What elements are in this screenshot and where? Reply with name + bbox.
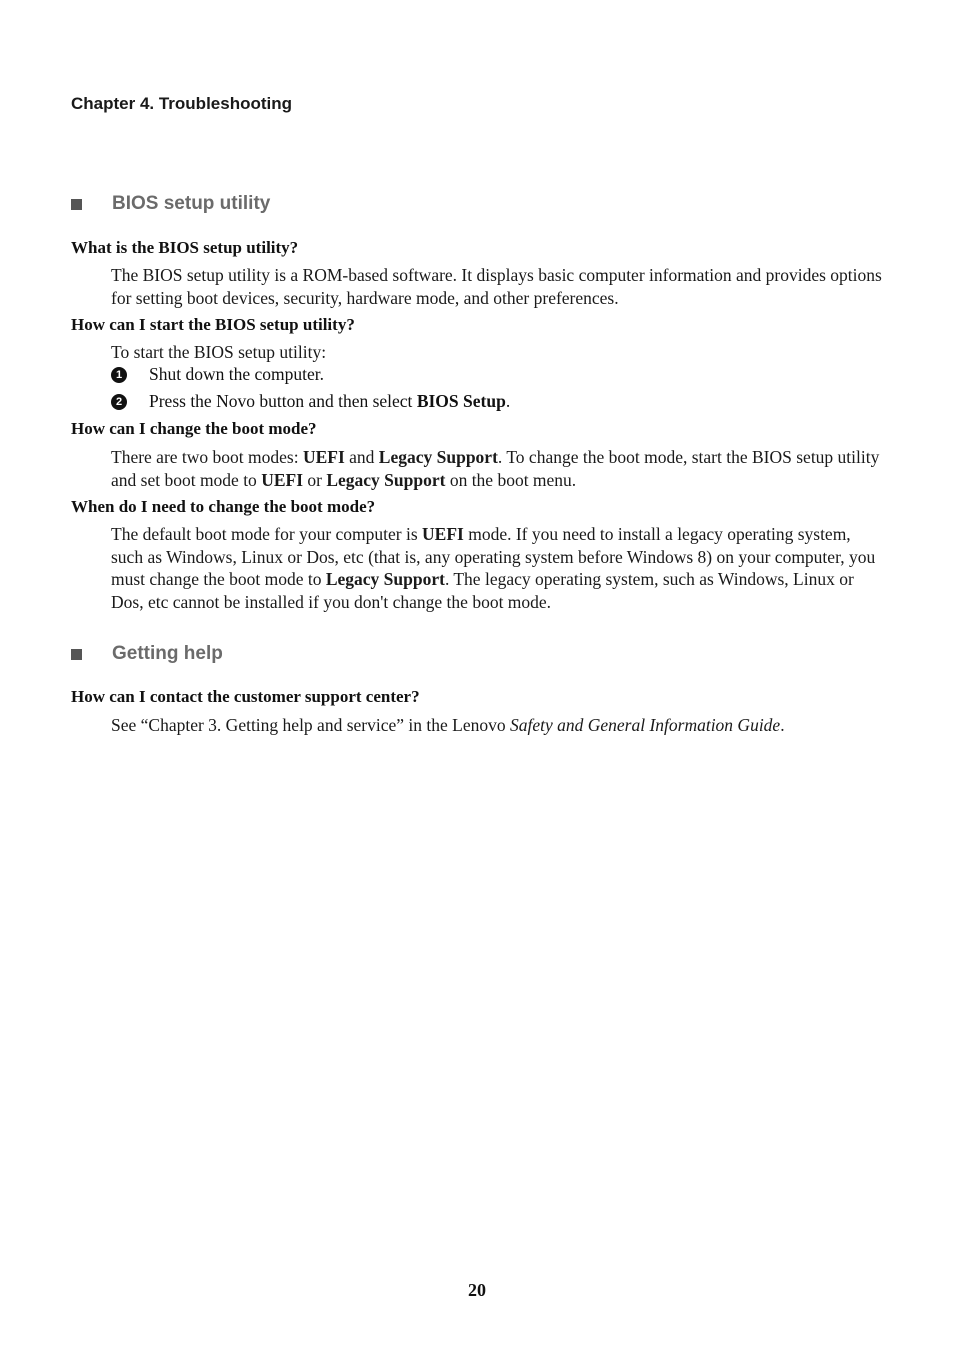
chapter-title: Chapter 4. Troubleshooting <box>71 94 293 113</box>
question-contact-support: How can I contact the customer support center? <box>71 687 420 706</box>
question-what-is-bios: What is the BIOS setup utility? <box>71 238 299 257</box>
answer-start-bios-intro: To start the BIOS setup utility: <box>111 342 327 362</box>
step-number-1-icon: 1 <box>111 367 127 383</box>
section-heading-help-text: Getting help <box>112 643 223 664</box>
step-1 <box>111 364 324 385</box>
question-when-change-boot-mode: When do I need to change the boot mode? <box>71 497 376 516</box>
page-number: 20 <box>468 1280 486 1300</box>
step-2 <box>111 391 510 412</box>
square-bullet-icon <box>71 199 82 210</box>
answer-contact-support: See “Chapter 3. Getting help and service” in the Lenovo Safety and General Information Guide. <box>111 715 785 735</box>
step-2-text: Press the Novo button and then select BIOS Setup. <box>149 391 511 411</box>
answer-when-change-boot-mode: The default boot mode for your computer is UEFI mode. If you need to install a legacy operating system, such as Windows, Linux or Dos, etc (that is, any operating system before Windows 8) on your computer, you must change the boot mode to Legacy Support. The legacy operating system, such as Windows, Linux or Dos, etc cannot be installed if you don't change the boot mode. <box>111 524 876 612</box>
answer-what-is-bios: The BIOS setup utility is a ROM-based software. It displays basic computer information and provides options for setting boot devices, security, hardware mode, and other preferences. <box>111 265 882 308</box>
step-1-text: Shut down the computer. <box>149 364 324 384</box>
question-change-boot-mode: How can I change the boot mode? <box>71 419 317 438</box>
section-heading-bios-text: BIOS setup utility <box>112 193 271 214</box>
section-heading-help <box>71 643 223 665</box>
square-bullet-icon <box>71 649 82 660</box>
answer-change-boot-mode: There are two boot modes: UEFI and Legacy Support. To change the boot mode, start the BIOS setup utility and set boot mode to UEFI or Legacy Support on the boot menu. <box>111 447 880 490</box>
section-heading-bios <box>71 193 270 215</box>
question-start-bios: How can I start the BIOS setup utility? <box>71 315 355 334</box>
step-number-2-icon: 2 <box>111 394 127 410</box>
